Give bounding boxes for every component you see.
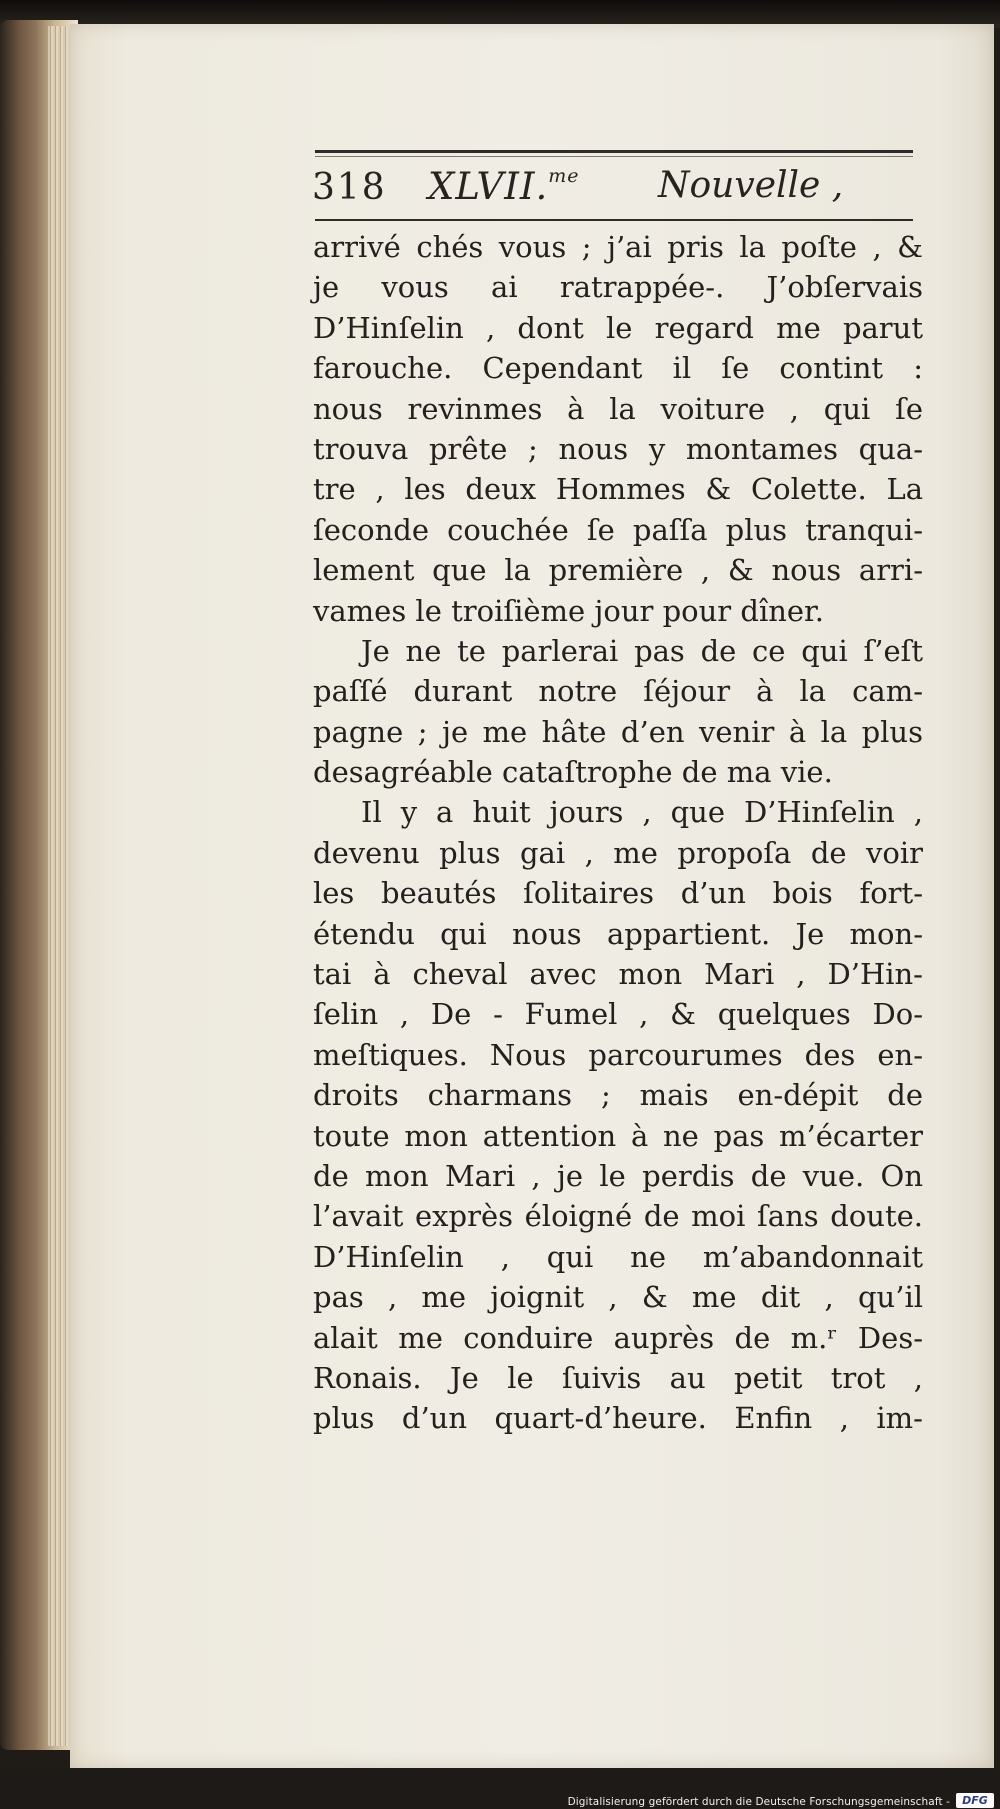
- text-line: plus d’un quart-d’heure. Enfin , im-: [313, 1401, 923, 1436]
- text-line: vames le troiſième jour pour dîner.: [313, 593, 824, 628]
- text-line: D’Hinſelin , qui ne m’abandonnait: [313, 1239, 923, 1274]
- text-line: alait me conduire auprès de m.ʳ Des-: [313, 1320, 923, 1355]
- text-line: toute mon attention à ne pas m’écarter: [313, 1118, 923, 1153]
- text-line: les beautés ſolitaires d’un bois fort-: [313, 876, 923, 911]
- text-line: étendu qui nous appartient. Je mon-: [313, 916, 923, 951]
- page-edges: [48, 26, 70, 1746]
- text-line: nous revinmes à la voiture , qui ſe: [313, 391, 923, 426]
- text-line: de mon Mari , je le perdis de vue. On: [313, 1158, 923, 1193]
- text-line: pas , me joignit , & me dit , qu’il: [313, 1280, 923, 1315]
- header-rule-top-thin: [315, 156, 913, 157]
- text-line: devenu plus gai , me propoſa de voir: [313, 835, 923, 870]
- text-line: tre , les deux Hommes & Colette. La: [313, 472, 923, 507]
- running-title-tail: Nouvelle ,: [658, 165, 844, 206]
- text-line: Je ne te parlerai pas de ce qui ſ’eſt: [361, 633, 923, 668]
- text-line: farouche. Cependant il ſe contint :: [313, 351, 923, 386]
- body-text: [313, 227, 923, 1439]
- text-line: je vous ai ratrappée-. J’obſervais: [313, 270, 923, 305]
- text-line: paſſé durant notre ſéjour à la cam-: [313, 674, 923, 709]
- dfg-logo: DFG: [956, 1793, 994, 1808]
- text-line: Il y a huit jours , que D’Hinſelin ,: [361, 795, 923, 830]
- text-line: ſeconde couchée ſe paſſa plus tranqui-: [313, 512, 923, 547]
- header-rule-top: [315, 150, 913, 153]
- text-line: D’Hinſelin , dont le regard me parut: [313, 310, 923, 345]
- text-line: pagne ; je me hâte d’en venir à la plus: [313, 714, 923, 749]
- text-line: trouva prête ; nous y montames qua-: [313, 431, 923, 466]
- digitization-credit: Digitalisierung gefördert durch die Deutsche Forschungsgemeinschaft -: [567, 1796, 950, 1808]
- text-line: ſelin , De - Fumel , & quelques Do-: [313, 997, 923, 1032]
- running-header: [312, 163, 912, 215]
- running-title-numeral: XLVII.: [428, 165, 549, 208]
- text-line: lement que la première , & nous arri-: [313, 553, 923, 588]
- header-rule-bottom: [315, 219, 913, 221]
- running-title: [428, 165, 580, 208]
- running-title-superscript: me: [548, 164, 580, 187]
- page-number: 318: [312, 167, 387, 208]
- text-line: meſtiques. Nous parcourumes des en-: [313, 1037, 923, 1072]
- text-line: desagréable cataſtrophe de ma vie.: [313, 755, 833, 790]
- text-line: l’avait exprès éloigné de moi ſans doute.: [313, 1199, 923, 1234]
- text-line: droits charmans ; mais en-dépit de: [313, 1078, 923, 1113]
- text-line: arrivé chés vous ; j’ai pris la poſte , &: [313, 230, 923, 264]
- text-line: Ronais. Je le ſuivis au petit trot ,: [313, 1360, 923, 1395]
- text-line: tai à cheval avec mon Mari , D’Hin-: [313, 957, 923, 992]
